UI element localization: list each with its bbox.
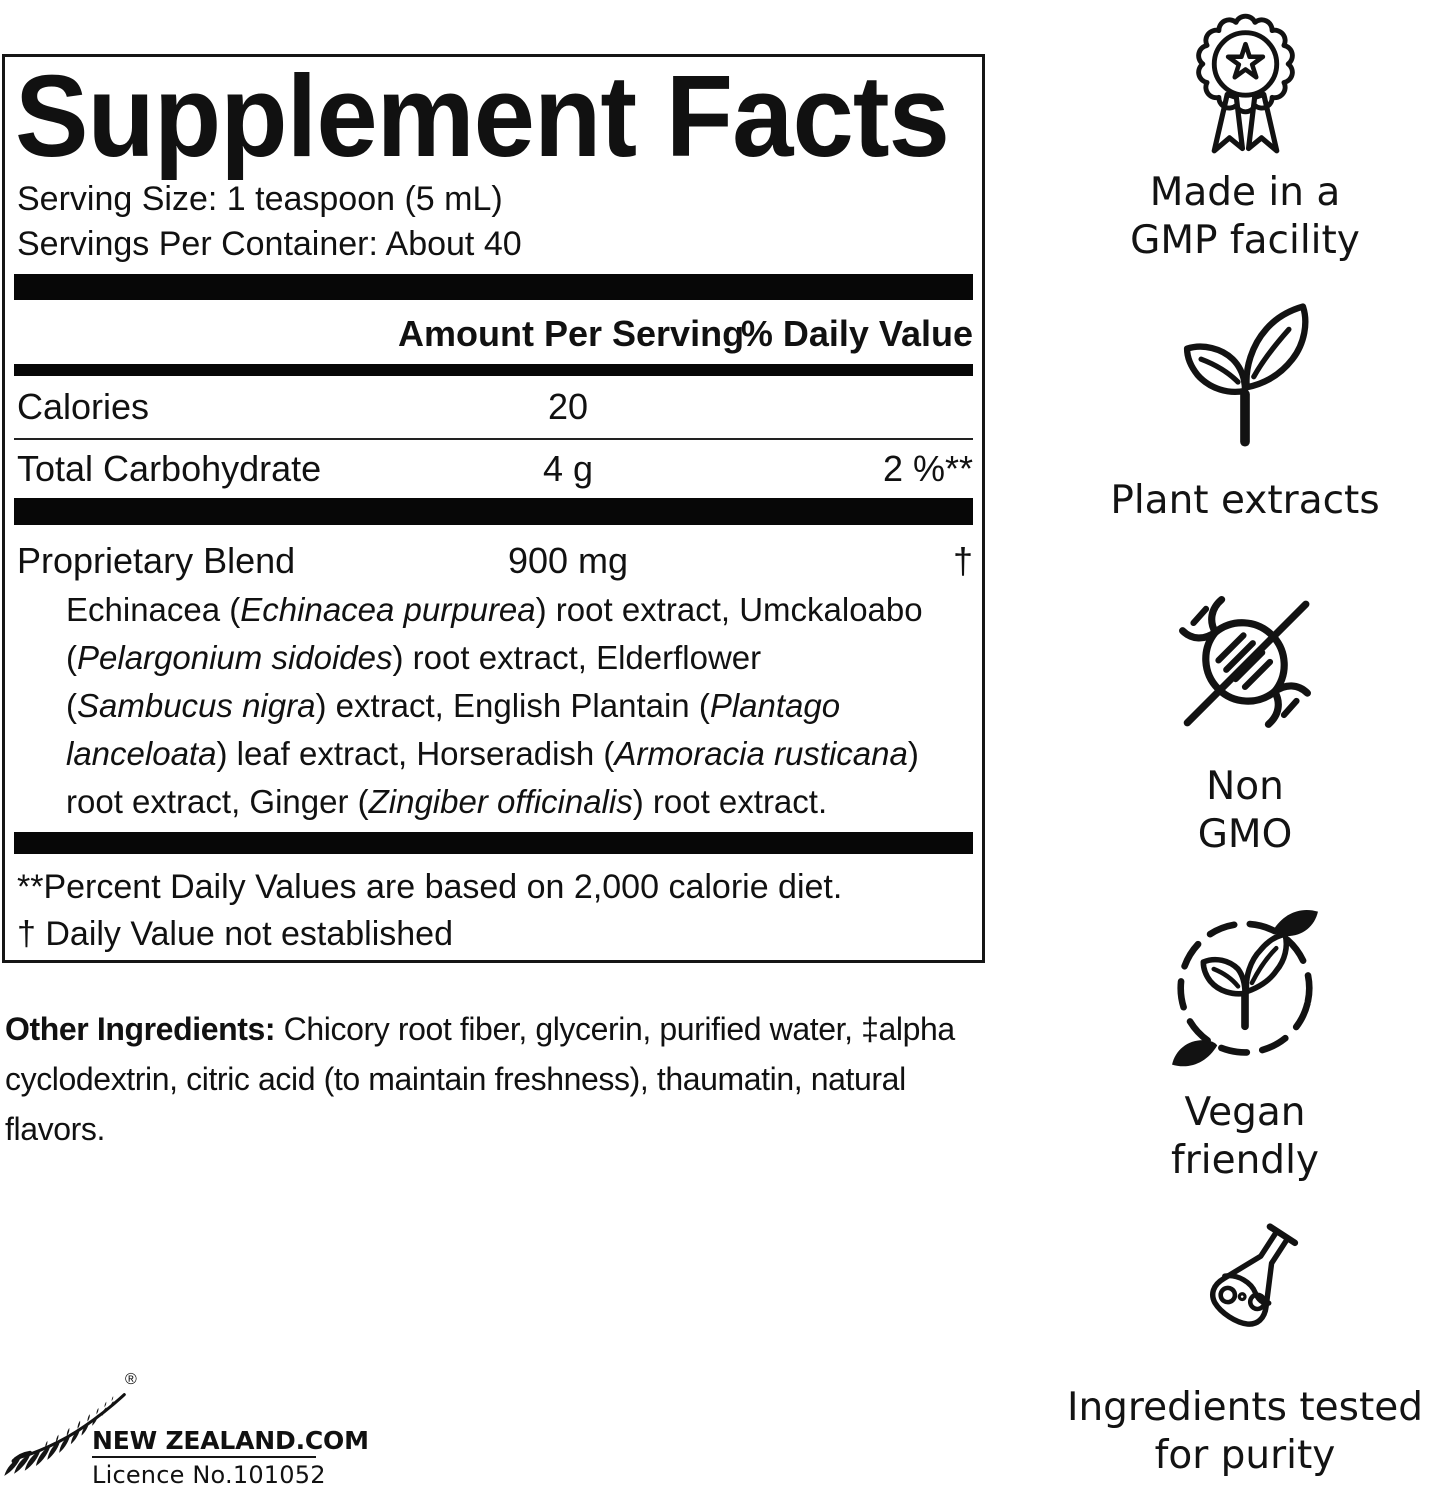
servings-per-container-text: Servings Per Container: About 40 [17,225,522,263]
badge-purity-label: Ingredients tested for purity [1066,1385,1424,1478]
table-header-row [14,300,973,364]
proprietary-blend-row [14,525,973,583]
badge-non-gmo-label: Non GMO [1197,764,1293,857]
nutrient-amount: 4 g [542,448,594,489]
plant-sprout-icon [1157,296,1333,454]
blend-daily-value: † [952,540,973,581]
nutrient-row-total-carbohydrate [14,440,973,498]
badge-purity [1045,1212,1445,1370]
nz-logo-site-text: NEW ZEALAND.COM [92,1426,369,1455]
non-gmo-dna-icon [1167,582,1323,745]
nz-logo-rule [92,1456,316,1458]
award-ribbon-icon [1169,3,1322,163]
divider-bar-thick-top [14,274,973,300]
badge-vegan-label: Vegan friendly [1171,1090,1319,1183]
footnote-dagger: † Daily Value not established [17,915,453,953]
nutrient-name: Calories [17,386,150,427]
nz-logo-licence-text: Licence No.101052 [92,1461,326,1489]
badge-vegan [1045,903,1445,1075]
nutrient-row-calories [14,376,973,438]
nutrient-amount: 20 [547,386,589,427]
other-ingredients-label: Other Ingredients: [5,1011,276,1047]
other-ingredients-text: Chicory root fiber, glycerin, purified water, ‡alpha cyclodextrin, citric acid (to maintain freshness), thaumatin, natural flavors. [5,1011,955,1147]
other-ingredients-paragraph [5,1004,1013,1154]
vegan-leaf-circle-icon [1158,903,1332,1075]
footnote-daily-values: **Percent Daily Values are based on 2,000 calorie diet. [17,868,843,906]
footnotes [14,854,973,958]
badge-plant-extracts-label: Plant extracts [1110,478,1380,523]
badge-gmp [1045,3,1445,163]
nutrient-daily-value: 2 %** [882,448,973,489]
badge-non-gmo [1045,582,1445,745]
badge-gmp-label: Made in a GMP facility [1130,170,1360,263]
badge-plant-extracts [1045,296,1445,454]
divider-bar-medium-bottom [14,832,973,854]
column-header-daily-value: % Daily Value [740,313,973,354]
blend-name: Proprietary Blend [17,540,296,581]
registered-trademark-icon: ® [125,1371,137,1388]
supplement-facts-title: Supplement Facts [15,51,949,181]
blend-amount: 900 mg [507,540,629,581]
proprietary-blend-description: Echinacea (Echinacea purpurea) root extract, Umckaloabo (Pelargonium sidoides) root extract, Elderflower (Sambucus nigra) extract, English Plantain (Plantago lanceloata) leaf extract, Horseradish (Armoracia rusticana) root extract, Ginger (Zingiber officinalis) root extract. [66,591,923,820]
nutrient-name: Total Carbohydrate [17,448,322,489]
divider-bar-thick-middle [14,498,973,525]
supplement-facts-panel [2,51,985,963]
lab-flask-icon [1180,1212,1310,1370]
column-header-amount: Amount Per Serving [398,313,745,354]
serving-size-text: Serving Size: 1 teaspoon (5 mL) [17,180,503,218]
divider-bar-medium-header [14,364,973,376]
